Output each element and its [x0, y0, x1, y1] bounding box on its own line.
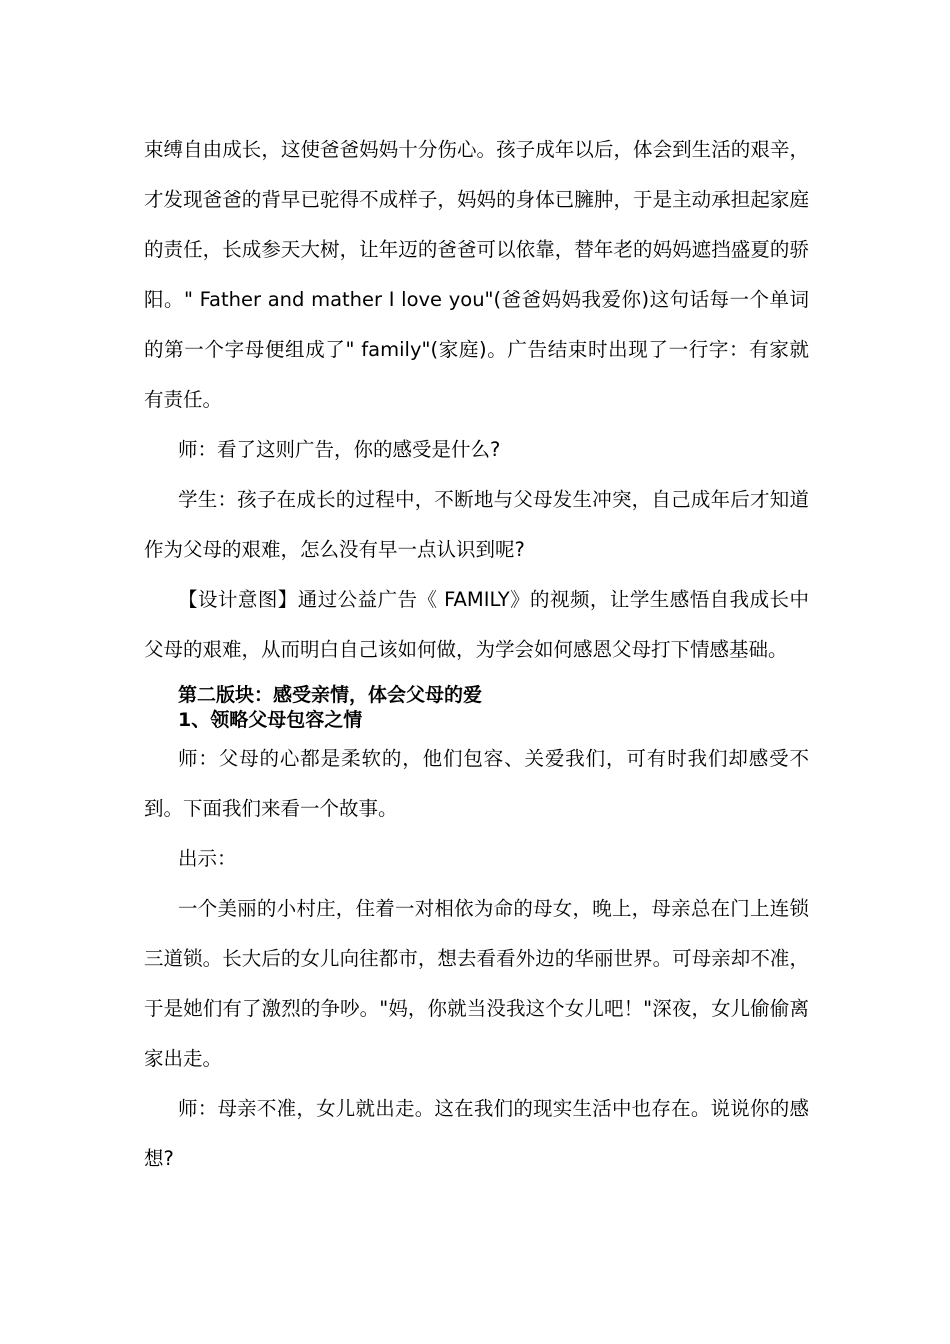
paragraph-teacher-intro: 师：父母的心都是柔软的，他们包容、关爱我们，可有时我们却感受不到。下面我们来看一个故事。	[144, 747, 809, 820]
paragraph-teacher-question: 师：看了这则广告，你的感受是什么?	[178, 438, 501, 461]
section-heading: 第二版块：感受亲情，体会父母的爱	[178, 684, 483, 706]
paragraph-design-intent: 【设计意图】通过公益广告《 FAMILY》的视频，让学生感悟自我成长中父母的艰难，从而明白自己该如何做，为学会如何感恩父母打下情感基础。	[144, 588, 809, 661]
paragraph-student-answer: 学生：孩子在成长的过程中，不断地与父母发生冲突，自己成年后才知道作为父母的艰难，怎么没有早一点认识到呢?	[144, 488, 809, 561]
paragraph-show-label: 出示：	[178, 847, 237, 870]
subsection-heading: 1、领略父母包容之情	[178, 709, 363, 731]
paragraph-teacher-reflection: 师：母亲不准，女儿就出走。这在我们的现实生活中也存在。说说你的感想?	[144, 1097, 809, 1170]
document-body	[144, 125, 809, 1184]
paragraph-family-ad-story: 束缚自由成长，这使爸爸妈妈十分伤心。孩子成年以后，体会到生活的艰辛，才发现爸爸的背早已驼得不成样子，妈妈的身体已臃肿，于是主动承担起家庭的责任，长成参天大树，让年迈的爸爸可以依靠，替年老的妈妈遮挡盛夏的骄阳。" Father and mather I love you"(爸爸妈妈我爱你)这句话每一个单词的第一个字母便组成了" family"(家庭)。广告结束时出现了一行字：有家就有责任。	[144, 138, 809, 411]
paragraph-story: 一个美丽的小村庄，住着一对相依为命的母女，晚上，母亲总在门上连锁三道锁。长大后的女儿向往都市，想去看看外边的华丽世界。可母亲却不准，于是她们有了激烈的争吵。"妈，你就当没我这个女儿吧！"深夜，女儿偷偷离家出走。	[144, 897, 809, 1070]
